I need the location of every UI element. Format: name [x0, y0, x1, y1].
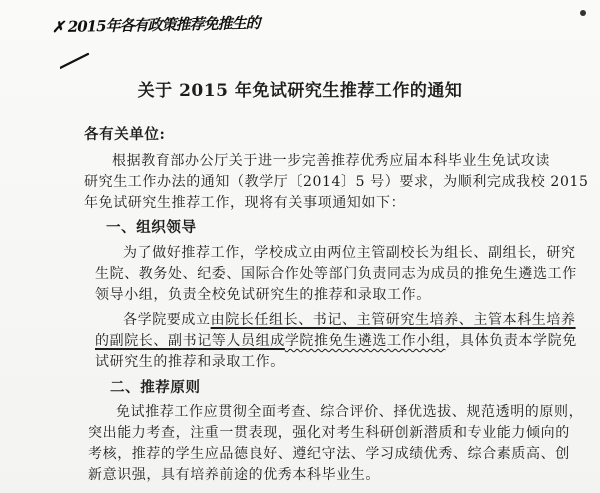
intro-line: 研究生工作办法的通知（教学厅〔2014〕5 号）要求，为顺利完成我校 2015 [84, 174, 589, 190]
text-segment: ，具体负责本学院免 [445, 333, 577, 349]
paragraph-line: 突出能力考查，注重一贯表现，强化对考生科研创新潜质和专业能力倾向的 [88, 425, 570, 441]
underlined-text: 由院长任组长、书记、主管研究生培养、主管本科生培养 [210, 312, 576, 328]
underlined-text: 的副院长、副书记等人员组成 [95, 333, 285, 349]
intro-line: 年免试研究生推荐工作，现将有关事项通知如下： [84, 195, 406, 211]
paragraph-line: 新意识强，具有培养前途的优秀本科毕业生。 [88, 467, 380, 483]
document-title: 关于 2015 年免试研究生推荐工作的通知 [137, 81, 463, 101]
handwritten-note-text: ✗ 2015年各有政策推荐免推生的 [51, 13, 260, 37]
wavy-underlined-text: 学院推免生遴选工作小组 [284, 333, 446, 349]
paragraph-line: 免试推荐工作应贯彻全面考查、综合评价、择优选拔、规范透明的原则， [116, 404, 584, 420]
paragraph-line: 考核，推荐的学生应品德良好、遵纪守法、学习成绩优秀、综合素质高、创 [88, 446, 570, 462]
text-segment: 各学院要成立 [123, 312, 211, 328]
handwritten-annotation [52, 12, 260, 37]
intro-line: 根据教育部办公厅关于进一步完善推荐优秀应届本科毕业生免试攻读 [112, 153, 550, 169]
intro-paragraph [84, 151, 589, 214]
paragraph-line: 为了做好推荐工作，学校成立由两位主管副校长为组长、副组长，研究 [123, 245, 576, 261]
paragraph-line [95, 331, 577, 352]
section1-paragraph2 [95, 310, 577, 373]
section1-heading: 一、组织领导 [106, 219, 197, 236]
scan-dot [580, 10, 586, 16]
section2-paragraph1 [88, 402, 584, 486]
paragraph-line: 试研究生的推荐和录取工作。 [95, 354, 285, 370]
section1-paragraph1 [95, 243, 577, 306]
salutation: 各有关单位: [84, 126, 166, 143]
section2-heading: 二、推荐原则 [110, 379, 201, 396]
paragraph-line: 领导小组，负责全校免试研究生的推荐和录取工作。 [95, 287, 431, 303]
paragraph-line [95, 310, 576, 331]
paragraph-line: 生院、教务处、纪委、国际合作处等部门负责同志为成员的推免生遴选工作 [95, 266, 577, 282]
